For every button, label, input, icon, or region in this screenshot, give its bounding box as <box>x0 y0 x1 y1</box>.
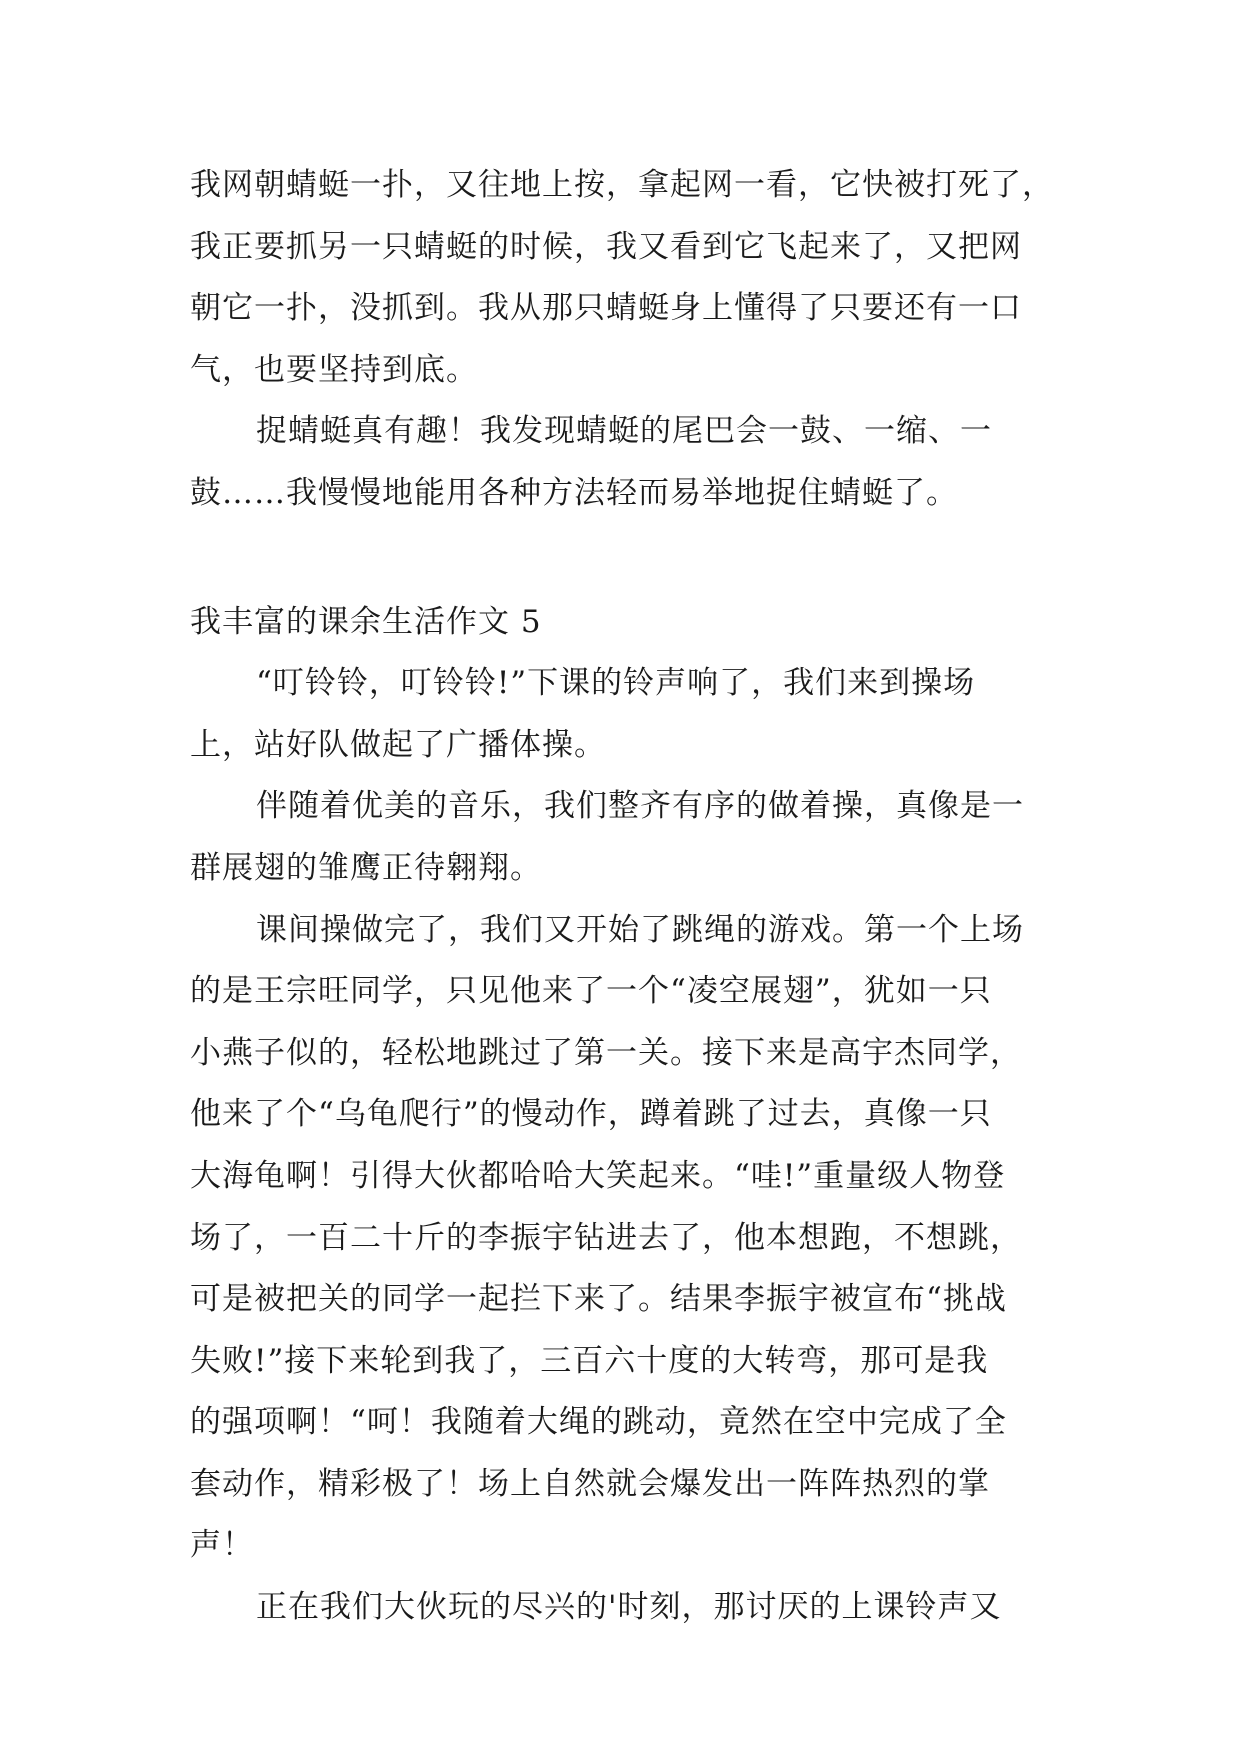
text-line: 失败!”接下来轮到我了，三百六十度的大转弯，那可是我 <box>190 1342 989 1379</box>
text-line: 鼓……我慢慢地能用各种方法轻而易举地捉住蜻蜓了。 <box>190 474 958 511</box>
text-line: 小燕子似的，轻松地跳过了第一关。接下来是高宇杰同学， <box>190 1034 1022 1071</box>
text-line: 伴随着优美的音乐，我们整齐有序的做着操，真像是一 <box>256 788 1024 825</box>
text-line: 他来了个“乌龟爬行”的慢动作，蹲着跳了过去，真像一只 <box>190 1096 992 1133</box>
text-line: 群展翅的雏鹰正待翱翔。 <box>190 849 542 886</box>
text-line: 气，也要坚持到底。 <box>190 351 478 388</box>
paragraph-2 <box>190 401 1060 524</box>
text-line: 上，站好队做起了广播体操。 <box>190 726 606 763</box>
text-line: 朝它一扑，没抓到。我从那只蜻蜓身上懂得了只要还有一口 <box>190 290 1022 327</box>
text-line: 套动作，精彩极了！场上自然就会爆发出一阵阵热烈的掌 <box>190 1465 990 1502</box>
paragraph-3 <box>190 653 1060 776</box>
text-line: 声！ <box>190 1527 254 1564</box>
text-line: 捉蜻蜓真有趣！我发现蜻蜓的尾巴会一鼓、一缩、一 <box>256 413 992 450</box>
text-line: 的是王宗旺同学，只见他来了一个“凌空展翅”，犹如一只 <box>190 973 992 1010</box>
text-line: “叮铃铃，叮铃铃!”下课的铃声响了，我们来到操场 <box>256 665 976 702</box>
paragraph-4 <box>190 776 1060 899</box>
text-line: 课间操做完了，我们又开始了跳绳的游戏。第一个上场 <box>256 911 1024 948</box>
text-line: 可是被把关的同学一起拦下来了。结果李振宇被宣布“挑战 <box>190 1281 1007 1318</box>
text-line: 正在我们大伙玩的尽兴的'时刻，那讨厌的上课铃声又 <box>256 1589 1002 1626</box>
text-line: 场了，一百二十斤的李振宇钻进去了，他本想跑，不想跳， <box>190 1219 1022 1256</box>
paragraph-6 <box>190 1577 1060 1639</box>
text-line: 大海龟啊！引得大伙都哈哈大笑起来。“哇!”重量级人物登 <box>190 1157 1006 1194</box>
section-title: 我丰富的课余生活作文 5 <box>190 603 542 640</box>
section-spacer <box>190 525 1060 592</box>
document-body <box>190 155 1060 1639</box>
paragraph-5 <box>190 900 1060 1578</box>
text-line: 的强项啊！“呵！我随着大绳的跳动，竟然在空中完成了全 <box>190 1404 1007 1441</box>
paragraph-1 <box>190 155 1060 401</box>
text-line: 我正要抓另一只蜻蜓的时候，我又看到它飞起来了，又把网 <box>190 228 1022 265</box>
text-line: 我网朝蜻蜓一扑，又往地上按，拿起网一看，它快被打死了， <box>190 167 1054 203</box>
